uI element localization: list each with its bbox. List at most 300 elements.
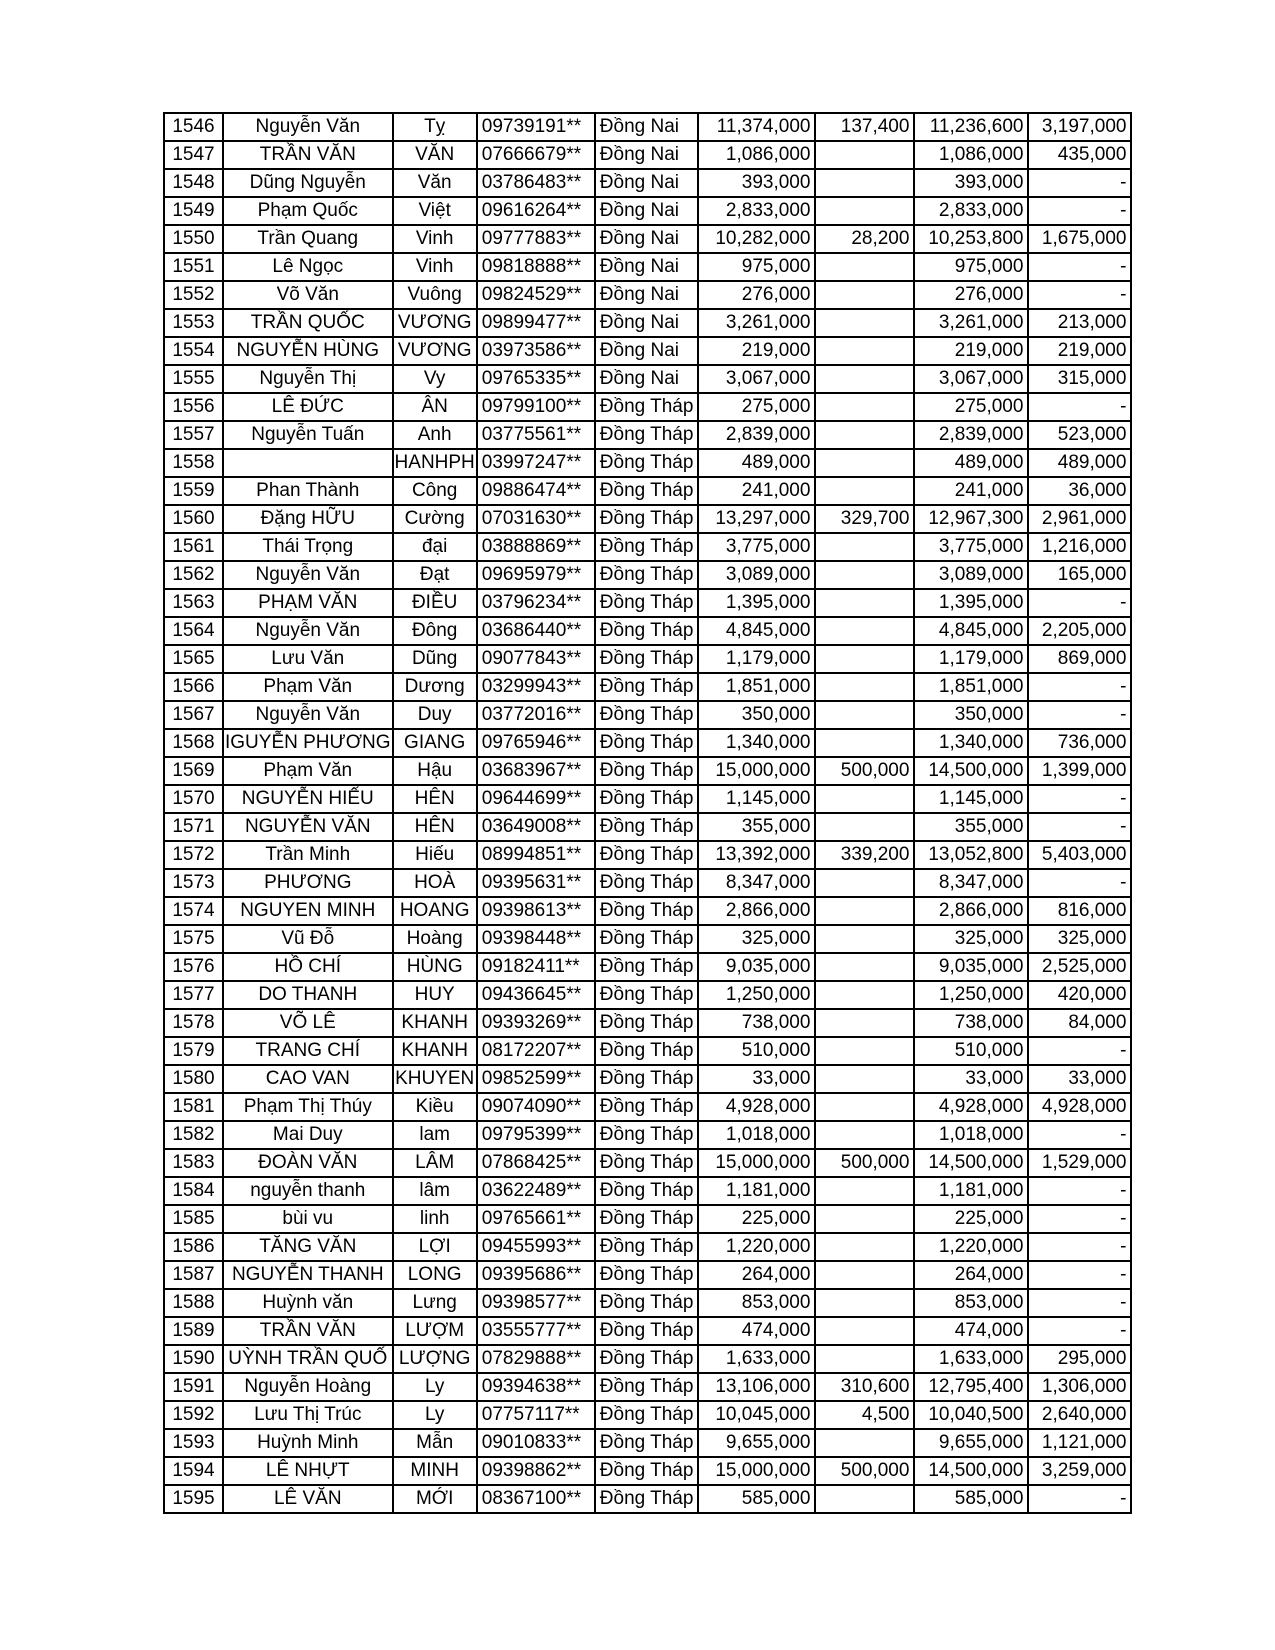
row-number-cell: 1588 — [164, 1289, 223, 1317]
table-row — [164, 729, 1131, 757]
balance-cell: 165,000 — [1028, 561, 1131, 589]
province-cell: Đồng Tháp — [595, 1037, 699, 1065]
province-cell: Đồng Nai — [595, 337, 699, 365]
last-name-cell: Lê Ngọc — [223, 253, 393, 281]
deduction-cell — [815, 645, 914, 673]
net-amount-cell: 225,000 — [914, 1205, 1028, 1233]
deduction-cell — [815, 673, 914, 701]
province-cell: Đồng Tháp — [595, 1177, 699, 1205]
first-name-cell: MỚI — [393, 1485, 477, 1513]
row-number-cell: 1556 — [164, 393, 223, 421]
balance-cell: 869,000 — [1028, 645, 1131, 673]
deduction-cell — [815, 589, 914, 617]
amount-cell: 4,928,000 — [698, 1093, 815, 1121]
net-amount-cell: 325,000 — [914, 925, 1028, 953]
table-row — [164, 1149, 1131, 1177]
phone-cell: 09398448** — [477, 925, 595, 953]
first-name-cell: HÊN — [393, 813, 477, 841]
amount-cell: 2,839,000 — [698, 421, 815, 449]
first-name-cell: Đạt — [393, 561, 477, 589]
balance-cell: 84,000 — [1028, 1009, 1131, 1037]
net-amount-cell: 241,000 — [914, 477, 1028, 505]
province-cell: Đồng Tháp — [595, 561, 699, 589]
amount-cell: 13,106,000 — [698, 1373, 815, 1401]
first-name-cell: Dương — [393, 673, 477, 701]
phone-cell: 09899477** — [477, 309, 595, 337]
amount-cell: 11,374,000 — [698, 113, 815, 141]
row-number-cell: 1553 — [164, 309, 223, 337]
table-row — [164, 169, 1131, 197]
table-row — [164, 841, 1131, 869]
row-number-cell: 1587 — [164, 1261, 223, 1289]
table-row — [164, 953, 1131, 981]
deduction-cell — [815, 141, 914, 169]
amount-cell: 8,347,000 — [698, 869, 815, 897]
first-name-cell: LƯỢNG — [393, 1345, 477, 1373]
table-row — [164, 1037, 1131, 1065]
province-cell: Đồng Tháp — [595, 1373, 699, 1401]
first-name-cell: HÙNG — [393, 953, 477, 981]
phone-cell: 03973586** — [477, 337, 595, 365]
balance-cell: - — [1028, 393, 1131, 421]
amount-cell: 393,000 — [698, 169, 815, 197]
table-row — [164, 113, 1131, 141]
deduction-cell — [815, 1037, 914, 1065]
deduction-cell — [815, 169, 914, 197]
deduction-cell: 310,600 — [815, 1373, 914, 1401]
last-name-cell: Trần Quang — [223, 225, 393, 253]
first-name-cell: Lưng — [393, 1289, 477, 1317]
last-name-cell: TRẦN VĂN — [223, 1317, 393, 1345]
row-number-cell: 1570 — [164, 785, 223, 813]
balance-cell: - — [1028, 281, 1131, 309]
phone-cell: 03796234** — [477, 589, 595, 617]
province-cell: Đồng Tháp — [595, 393, 699, 421]
net-amount-cell: 1,340,000 — [914, 729, 1028, 757]
phone-cell: 09765946** — [477, 729, 595, 757]
balance-cell: 2,205,000 — [1028, 617, 1131, 645]
phone-cell: 09886474** — [477, 477, 595, 505]
table-row — [164, 449, 1131, 477]
net-amount-cell: 975,000 — [914, 253, 1028, 281]
first-name-cell: HOÀ — [393, 869, 477, 897]
phone-cell: 09010833** — [477, 1429, 595, 1457]
deduction-cell — [815, 1121, 914, 1149]
row-number-cell: 1574 — [164, 897, 223, 925]
net-amount-cell: 219,000 — [914, 337, 1028, 365]
table-row — [164, 365, 1131, 393]
net-amount-cell: 738,000 — [914, 1009, 1028, 1037]
row-number-cell: 1568 — [164, 729, 223, 757]
amount-cell: 1,086,000 — [698, 141, 815, 169]
province-cell: Đồng Tháp — [595, 701, 699, 729]
balance-cell: 36,000 — [1028, 477, 1131, 505]
balance-cell: 420,000 — [1028, 981, 1131, 1009]
row-number-cell: 1547 — [164, 141, 223, 169]
table-row — [164, 1457, 1131, 1485]
row-number-cell: 1577 — [164, 981, 223, 1009]
deduction-cell: 500,000 — [815, 1149, 914, 1177]
balance-cell: 1,399,000 — [1028, 757, 1131, 785]
deduction-cell — [815, 253, 914, 281]
net-amount-cell: 3,775,000 — [914, 533, 1028, 561]
amount-cell: 264,000 — [698, 1261, 815, 1289]
table-row — [164, 141, 1131, 169]
first-name-cell: HOANG — [393, 897, 477, 925]
last-name-cell: NGUYỄN THANH — [223, 1261, 393, 1289]
amount-cell: 2,833,000 — [698, 197, 815, 225]
province-cell: Đồng Tháp — [595, 841, 699, 869]
phone-cell: 09455993** — [477, 1233, 595, 1261]
row-number-cell: 1591 — [164, 1373, 223, 1401]
province-cell: Đồng Tháp — [595, 869, 699, 897]
amount-cell: 1,145,000 — [698, 785, 815, 813]
last-name-cell: UỲNH TRẦN QUỐ — [223, 1345, 393, 1373]
province-cell: Đồng Tháp — [595, 1093, 699, 1121]
phone-cell: 07031630** — [477, 505, 595, 533]
first-name-cell: Mẫn — [393, 1429, 477, 1457]
province-cell: Đồng Tháp — [595, 1233, 699, 1261]
last-name-cell: Vũ Đỗ — [223, 925, 393, 953]
province-cell: Đồng Nai — [595, 225, 699, 253]
deduction-cell — [815, 1009, 914, 1037]
row-number-cell: 1586 — [164, 1233, 223, 1261]
last-name-cell: LÊ NHỰT — [223, 1457, 393, 1485]
amount-cell: 276,000 — [698, 281, 815, 309]
phone-cell: 03299943** — [477, 673, 595, 701]
last-name-cell: PHƯƠNG — [223, 869, 393, 897]
first-name-cell: HANHPH — [393, 449, 477, 477]
balance-cell: - — [1028, 1121, 1131, 1149]
phone-cell: 03772016** — [477, 701, 595, 729]
province-cell: Đồng Tháp — [595, 645, 699, 673]
deduction-cell — [815, 869, 914, 897]
table-row — [164, 1121, 1131, 1149]
balance-cell: 1,216,000 — [1028, 533, 1131, 561]
amount-cell: 15,000,000 — [698, 1149, 815, 1177]
net-amount-cell: 853,000 — [914, 1289, 1028, 1317]
balance-cell: 2,961,000 — [1028, 505, 1131, 533]
deduction-cell — [815, 449, 914, 477]
row-number-cell: 1549 — [164, 197, 223, 225]
deduction-cell — [815, 1485, 914, 1513]
row-number-cell: 1589 — [164, 1317, 223, 1345]
net-amount-cell: 489,000 — [914, 449, 1028, 477]
balance-cell: - — [1028, 869, 1131, 897]
last-name-cell: TRANG CHÍ — [223, 1037, 393, 1065]
deduction-cell — [815, 477, 914, 505]
net-amount-cell: 12,967,300 — [914, 505, 1028, 533]
phone-cell: 03997247** — [477, 449, 595, 477]
phone-cell: 07868425** — [477, 1149, 595, 1177]
row-number-cell: 1585 — [164, 1205, 223, 1233]
deduction-cell — [815, 785, 914, 813]
amount-cell: 510,000 — [698, 1037, 815, 1065]
phone-cell: 09398577** — [477, 1289, 595, 1317]
province-cell: Đồng Tháp — [595, 981, 699, 1009]
phone-cell: 09398613** — [477, 897, 595, 925]
row-number-cell: 1578 — [164, 1009, 223, 1037]
deduction-cell: 500,000 — [815, 757, 914, 785]
row-number-cell: 1572 — [164, 841, 223, 869]
net-amount-cell: 1,851,000 — [914, 673, 1028, 701]
balance-cell: - — [1028, 589, 1131, 617]
phone-cell: 09074090** — [477, 1093, 595, 1121]
last-name-cell: bùi vu — [223, 1205, 393, 1233]
phone-cell: 09695979** — [477, 561, 595, 589]
row-number-cell: 1550 — [164, 225, 223, 253]
province-cell: Đồng Tháp — [595, 953, 699, 981]
table-row — [164, 561, 1131, 589]
amount-cell: 13,392,000 — [698, 841, 815, 869]
province-cell: Đồng Tháp — [595, 1457, 699, 1485]
balance-cell: 33,000 — [1028, 1065, 1131, 1093]
province-cell: Đồng Tháp — [595, 1205, 699, 1233]
net-amount-cell: 3,067,000 — [914, 365, 1028, 393]
phone-cell: 09077843** — [477, 645, 595, 673]
province-cell: Đồng Tháp — [595, 757, 699, 785]
amount-cell: 975,000 — [698, 253, 815, 281]
deduction-cell — [815, 925, 914, 953]
first-name-cell: Anh — [393, 421, 477, 449]
last-name-cell: IGUYỄN PHƯƠNG — [223, 729, 393, 757]
table-row — [164, 1317, 1131, 1345]
net-amount-cell: 1,086,000 — [914, 141, 1028, 169]
first-name-cell: Cường — [393, 505, 477, 533]
last-name-cell: Phạm Quốc — [223, 197, 393, 225]
net-amount-cell: 1,181,000 — [914, 1177, 1028, 1205]
table-row — [164, 309, 1131, 337]
deduction-cell — [815, 421, 914, 449]
first-name-cell: ÂN — [393, 393, 477, 421]
deduction-cell — [815, 533, 914, 561]
amount-cell: 1,220,000 — [698, 1233, 815, 1261]
deduction-cell — [815, 701, 914, 729]
table-row — [164, 1345, 1131, 1373]
last-name-cell: Phạm Văn — [223, 757, 393, 785]
first-name-cell: Văn — [393, 169, 477, 197]
first-name-cell: VƯƠNG — [393, 337, 477, 365]
province-cell: Đồng Tháp — [595, 589, 699, 617]
first-name-cell: Duy — [393, 701, 477, 729]
net-amount-cell: 3,261,000 — [914, 309, 1028, 337]
first-name-cell: VĂN — [393, 141, 477, 169]
amount-cell: 1,181,000 — [698, 1177, 815, 1205]
net-amount-cell: 1,395,000 — [914, 589, 1028, 617]
amount-cell: 219,000 — [698, 337, 815, 365]
last-name-cell: Huỳnh Minh — [223, 1429, 393, 1457]
net-amount-cell: 1,220,000 — [914, 1233, 1028, 1261]
amount-cell: 10,045,000 — [698, 1401, 815, 1429]
deduction-cell — [815, 729, 914, 757]
last-name-cell: Phạm Thị Thúy — [223, 1093, 393, 1121]
net-amount-cell: 12,795,400 — [914, 1373, 1028, 1401]
balance-cell: 5,403,000 — [1028, 841, 1131, 869]
table-row — [164, 869, 1131, 897]
first-name-cell: Vinh — [393, 253, 477, 281]
province-cell: Đồng Tháp — [595, 449, 699, 477]
table-row — [164, 1429, 1131, 1457]
last-name-cell: Đặng HỮU — [223, 505, 393, 533]
table-row — [164, 1485, 1131, 1513]
first-name-cell: Ly — [393, 1401, 477, 1429]
amount-cell: 585,000 — [698, 1485, 815, 1513]
balance-cell: - — [1028, 1289, 1131, 1317]
province-cell: Đồng Nai — [595, 169, 699, 197]
balance-cell: 325,000 — [1028, 925, 1131, 953]
table-row — [164, 897, 1131, 925]
balance-cell: - — [1028, 1233, 1131, 1261]
phone-cell: 09436645** — [477, 981, 595, 1009]
deduction-cell — [815, 1093, 914, 1121]
phone-cell: 09777883** — [477, 225, 595, 253]
province-cell: Đồng Tháp — [595, 421, 699, 449]
table-row — [164, 785, 1131, 813]
province-cell: Đồng Tháp — [595, 617, 699, 645]
last-name-cell: LÊ VĂN — [223, 1485, 393, 1513]
balance-cell: - — [1028, 253, 1131, 281]
deduction-cell — [815, 197, 914, 225]
row-number-cell: 1590 — [164, 1345, 223, 1373]
net-amount-cell: 350,000 — [914, 701, 1028, 729]
phone-cell: 03683967** — [477, 757, 595, 785]
amount-cell: 489,000 — [698, 449, 815, 477]
amount-cell: 350,000 — [698, 701, 815, 729]
last-name-cell: Huỳnh văn — [223, 1289, 393, 1317]
last-name-cell: NGUYỄN VĂN — [223, 813, 393, 841]
amount-cell: 1,851,000 — [698, 673, 815, 701]
phone-cell: 03786483** — [477, 169, 595, 197]
phone-cell: 09824529** — [477, 281, 595, 309]
first-name-cell: Vinh — [393, 225, 477, 253]
table-row — [164, 1093, 1131, 1121]
table-row — [164, 617, 1131, 645]
table-row — [164, 673, 1131, 701]
first-name-cell: KHANH — [393, 1037, 477, 1065]
net-amount-cell: 275,000 — [914, 393, 1028, 421]
last-name-cell: TĂNG VĂN — [223, 1233, 393, 1261]
province-cell: Đồng Tháp — [595, 1345, 699, 1373]
deduction-cell — [815, 813, 914, 841]
row-number-cell: 1584 — [164, 1177, 223, 1205]
row-number-cell: 1592 — [164, 1401, 223, 1429]
deduction-cell — [815, 981, 914, 1009]
amount-cell: 225,000 — [698, 1205, 815, 1233]
last-name-cell: TRẦN QUỐC — [223, 309, 393, 337]
net-amount-cell: 510,000 — [914, 1037, 1028, 1065]
net-amount-cell: 276,000 — [914, 281, 1028, 309]
amount-cell: 15,000,000 — [698, 757, 815, 785]
deduction-cell — [815, 897, 914, 925]
table-row — [164, 337, 1131, 365]
phone-cell: 08172207** — [477, 1037, 595, 1065]
row-number-cell: 1576 — [164, 953, 223, 981]
balance-cell: - — [1028, 197, 1131, 225]
phone-cell: 07757117** — [477, 1401, 595, 1429]
first-name-cell: LONG — [393, 1261, 477, 1289]
last-name-cell: nguyễn thanh — [223, 1177, 393, 1205]
balance-cell: 1,529,000 — [1028, 1149, 1131, 1177]
province-cell: Đồng Tháp — [595, 1485, 699, 1513]
first-name-cell: LỢI — [393, 1233, 477, 1261]
amount-cell: 2,866,000 — [698, 897, 815, 925]
phone-cell: 08994851** — [477, 841, 595, 869]
deduction-cell — [815, 1345, 914, 1373]
province-cell: Đồng Nai — [595, 365, 699, 393]
province-cell: Đồng Tháp — [595, 1261, 699, 1289]
table-row — [164, 253, 1131, 281]
table-row — [164, 757, 1131, 785]
net-amount-cell: 4,928,000 — [914, 1093, 1028, 1121]
phone-cell: 08367100** — [477, 1485, 595, 1513]
amount-cell: 33,000 — [698, 1065, 815, 1093]
amount-cell: 9,035,000 — [698, 953, 815, 981]
first-name-cell: Ly — [393, 1373, 477, 1401]
row-number-cell: 1559 — [164, 477, 223, 505]
net-amount-cell: 9,035,000 — [914, 953, 1028, 981]
phone-cell: 09765335** — [477, 365, 595, 393]
amount-cell: 1,633,000 — [698, 1345, 815, 1373]
row-number-cell: 1552 — [164, 281, 223, 309]
last-name-cell: Trần Minh — [223, 841, 393, 869]
phone-cell: 09394638** — [477, 1373, 595, 1401]
phone-cell: 09852599** — [477, 1065, 595, 1093]
deduction-cell — [815, 1289, 914, 1317]
first-name-cell: ĐIỀU — [393, 589, 477, 617]
province-cell: Đồng Nai — [595, 309, 699, 337]
net-amount-cell: 393,000 — [914, 169, 1028, 197]
deduction-cell: 500,000 — [815, 1457, 914, 1485]
deduction-cell — [815, 1205, 914, 1233]
balance-cell: 2,525,000 — [1028, 953, 1131, 981]
first-name-cell: Công — [393, 477, 477, 505]
balance-cell: 1,675,000 — [1028, 225, 1131, 253]
first-name-cell: HUY — [393, 981, 477, 1009]
first-name-cell: Hậu — [393, 757, 477, 785]
row-number-cell: 1582 — [164, 1121, 223, 1149]
net-amount-cell: 14,500,000 — [914, 1149, 1028, 1177]
balance-cell: - — [1028, 1205, 1131, 1233]
net-amount-cell: 1,633,000 — [914, 1345, 1028, 1373]
first-name-cell: KHANH — [393, 1009, 477, 1037]
row-number-cell: 1562 — [164, 561, 223, 589]
amount-cell: 9,655,000 — [698, 1429, 815, 1457]
phone-cell: 09739191** — [477, 113, 595, 141]
last-name-cell — [223, 449, 393, 477]
last-name-cell: Nguyễn Hoàng — [223, 1373, 393, 1401]
row-number-cell: 1571 — [164, 813, 223, 841]
first-name-cell: linh — [393, 1205, 477, 1233]
row-number-cell: 1594 — [164, 1457, 223, 1485]
balance-cell: - — [1028, 813, 1131, 841]
first-name-cell: Đông — [393, 617, 477, 645]
province-cell: Đồng Tháp — [595, 785, 699, 813]
deduction-cell — [815, 953, 914, 981]
amount-cell: 1,179,000 — [698, 645, 815, 673]
amount-cell: 853,000 — [698, 1289, 815, 1317]
last-name-cell: Mai Duy — [223, 1121, 393, 1149]
first-name-cell: Việt — [393, 197, 477, 225]
last-name-cell: Võ Văn — [223, 281, 393, 309]
last-name-cell: PHẠM VĂN — [223, 589, 393, 617]
first-name-cell: Vuông — [393, 281, 477, 309]
province-cell: Đồng Nai — [595, 253, 699, 281]
first-name-cell: KHUYEN — [393, 1065, 477, 1093]
balance-cell: 1,121,000 — [1028, 1429, 1131, 1457]
deduction-cell — [815, 365, 914, 393]
balance-cell: - — [1028, 1485, 1131, 1513]
table-row — [164, 1065, 1131, 1093]
